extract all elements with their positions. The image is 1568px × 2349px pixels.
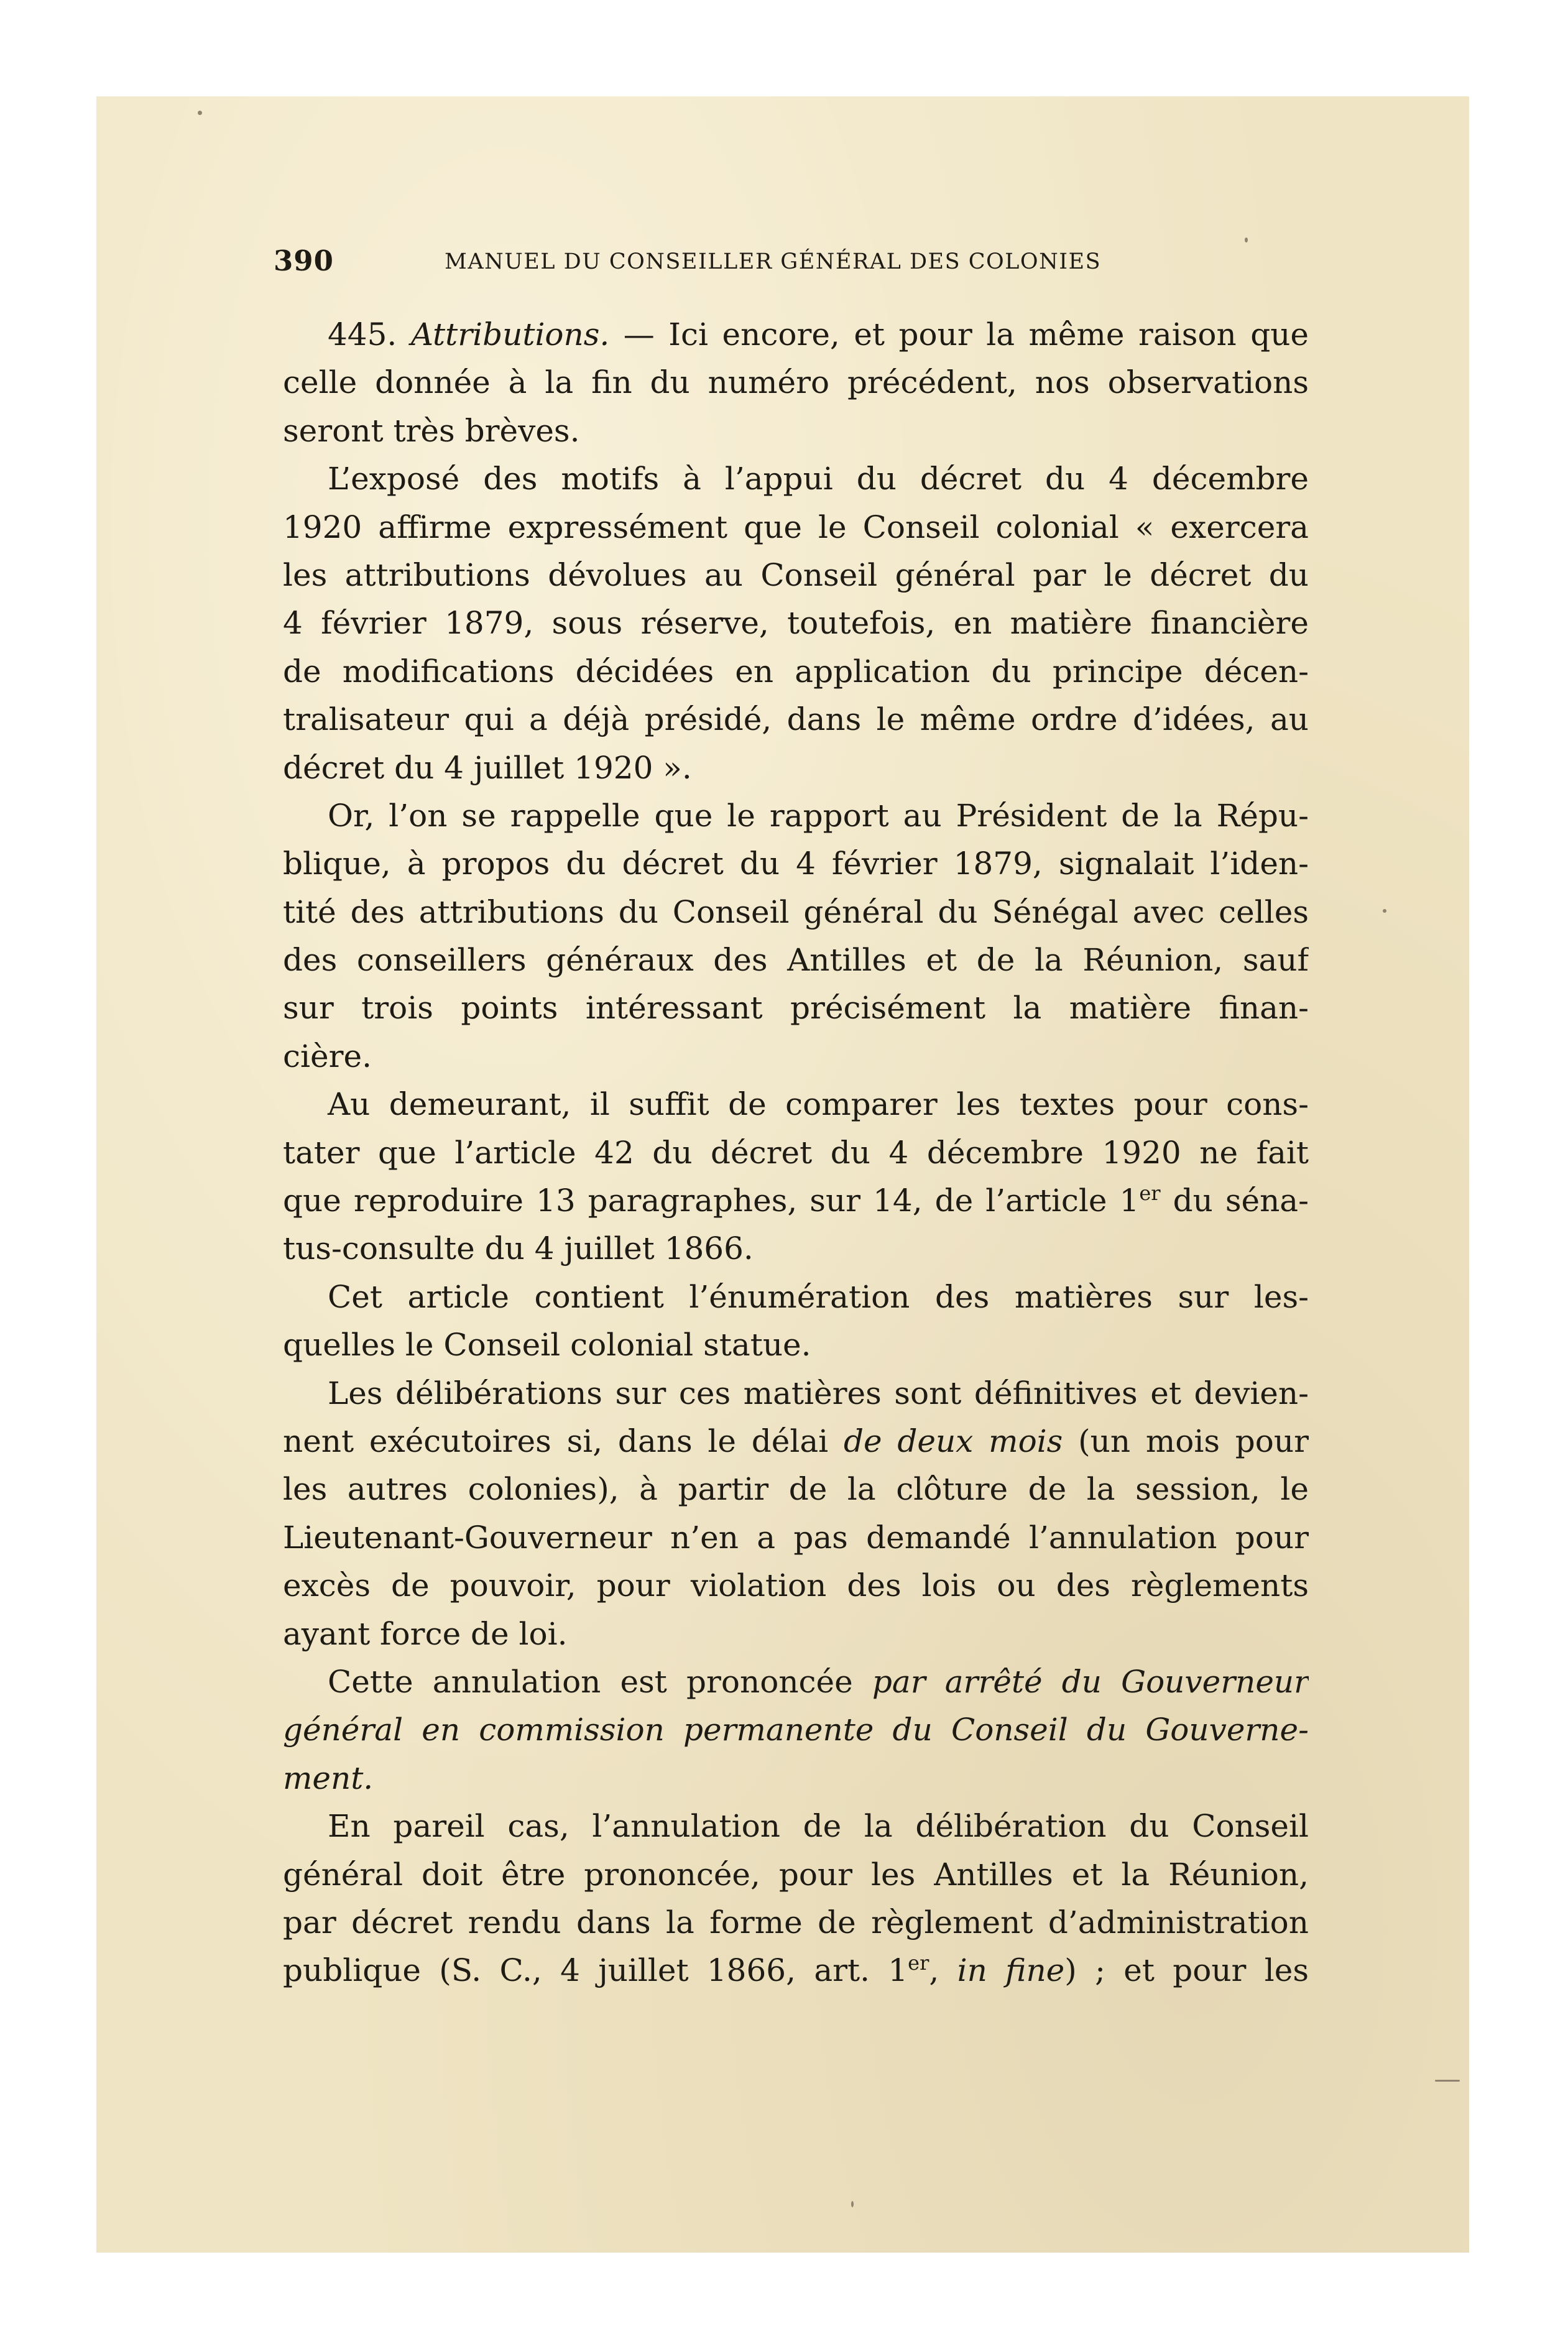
text-run: 1920 affirme expressément que le Conseil colonial « exercera [283,509,1309,545]
text-run: par décret rendu dans la forme de règlement d’administration [283,1904,1309,1941]
text-run: des conseillers généraux des Antilles et de la Réunion, sauf [283,942,1309,979]
text-line [283,1418,1309,1465]
text-line [283,1321,1309,1369]
text-run: tité des attributions du Conseil général du Sénégal avec celles [283,893,1309,930]
text-run: les attributions dévolues au Conseil général par le décret du [283,556,1309,593]
text-line [283,744,1309,792]
paper-speck [1383,909,1386,913]
text-line [283,1706,1309,1754]
text-line [283,1658,1309,1706]
italic-text: ment. [283,1760,374,1796]
text-line [283,311,1309,359]
text-run: seront très brèves. [283,412,580,449]
text-line [283,888,1309,936]
text-line [283,1947,1309,1995]
text-run: Cet article contient l’énumération des matières sur les- [328,1278,1309,1315]
text-run: — Ici encore, et pour la même raison que [609,316,1309,353]
text-run: nent exécutoires si, dans le délai [283,1423,844,1459]
running-head: MANUEL DU CONSEILLER GÉNÉRAL DES COLONIES [445,249,1102,274]
italic-text: in fine [957,1952,1065,1989]
italic-text: général en commission permanente du Conseil du Gouverne- [283,1712,1309,1748]
text-run: sur trois points intéressant précisément la matière finan- [283,990,1309,1027]
text-run: L’exposé des motifs à l’appui du décret du 4 décembre [328,461,1309,497]
text-run: Cette annulation est prononcée [328,1663,872,1700]
superscript: er [908,1951,929,1975]
italic-text: de deux mois [843,1423,1063,1459]
text-line [283,599,1309,647]
superscript: er [1139,1181,1161,1206]
paper-speck [198,111,202,115]
paper-speck [851,2201,854,2207]
text-line [283,1370,1309,1418]
text-line [283,1899,1309,1947]
text-run: décret du 4 juillet 1920 ». [283,749,692,786]
text-line [283,1802,1309,1850]
text-run: 445. [328,316,411,353]
text-line [283,1273,1309,1321]
text-run: celle donnée à la fin du numéro précédent, nos observations [283,364,1309,401]
text-run: ) ; et pour les [1064,1952,1309,1989]
text-run: Au demeurant, il suffit de comparer les textes pour cons- [328,1086,1309,1123]
text-line [283,1514,1309,1562]
text-line [283,504,1309,551]
paper-speck [1245,238,1248,242]
text-run: 4 février 1879, sous réserve, toutefois, en matière financière [283,605,1309,642]
text-run: publique (S. C., 4 juillet 1866, art. 1 [283,1952,908,1989]
text-run: Or, l’on se rappelle que le rapport au Président de la Répu- [328,797,1309,834]
text-run: de modifications décidées en application du principe décen- [283,653,1309,690]
text-line [283,1851,1309,1899]
text-line [283,1610,1309,1658]
text-run: ayant force de loi. [283,1615,568,1652]
body-text [283,311,1309,1995]
text-line [283,696,1309,744]
text-run: les autres colonies), à partir de la clôture de la session, le [283,1471,1309,1508]
paper-speck [1435,2080,1460,2082]
text-run: que reproduire 13 paragraphes, sur 14, de l’article 1 [283,1183,1140,1219]
italic-text: Attributions. [410,316,610,353]
page-header [274,244,1144,282]
text-run: Lieutenant-Gouverneur n’en a pas demandé l’annulation pour [283,1519,1309,1556]
text-run: blique, à propos du décret du 4 février 1879, signalait l’iden- [283,846,1309,882]
text-run: , [929,1952,957,1989]
text-line [283,551,1309,599]
text-run: cière. [283,1038,372,1074]
page-number: 390 [274,244,334,277]
text-run: tater que l’article 42 du décret du 4 décembre 1920 ne fait [283,1134,1309,1171]
text-line [283,1033,1309,1081]
text-run: tus-consulte du 4 juillet 1866. [283,1230,754,1267]
text-line [283,407,1309,455]
text-line [283,455,1309,503]
text-line [283,1129,1309,1177]
text-line [283,1177,1309,1225]
text-line [283,1465,1309,1513]
italic-text: par arrêté du Gouverneur [872,1663,1309,1700]
text-run: (un mois pour [1063,1423,1309,1459]
text-run: Les délibérations sur ces matières sont définitives et devien- [328,1375,1309,1411]
text-line [283,359,1309,407]
text-run: En pareil cas, l’annulation de la délibération du Conseil [328,1808,1309,1845]
text-run: quelles le Conseil colonial statue. [283,1327,811,1364]
text-line [283,1225,1309,1273]
text-run: du séna- [1160,1183,1309,1219]
text-line [283,792,1309,840]
text-run: général doit être prononcée, pour les Antilles et la Réunion, [283,1856,1309,1893]
text-line [283,936,1309,984]
text-run: tralisateur qui a déjà présidé, dans le même ordre d’idées, au [283,701,1309,738]
text-line [283,1755,1309,1802]
text-line [283,648,1309,696]
text-run: excès de pouvoir, pour violation des lois ou des règlements [283,1567,1309,1604]
text-line [283,984,1309,1032]
text-line [283,840,1309,888]
text-line [283,1081,1309,1128]
text-line [283,1562,1309,1610]
